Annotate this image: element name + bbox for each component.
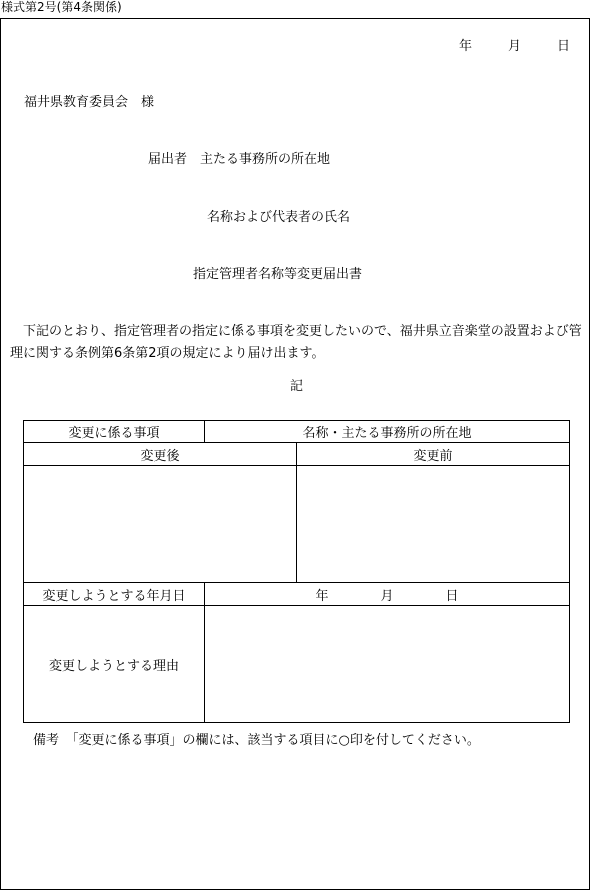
- before-change-field[interactable]: [297, 466, 570, 583]
- date-month: 月: [507, 39, 521, 54]
- change-date-year: 年: [315, 588, 329, 604]
- change-date-label: 変更しようとする年月日: [24, 583, 205, 606]
- change-date-month: 月: [380, 588, 394, 604]
- change-reason-field[interactable]: [205, 606, 570, 723]
- after-change-label: 変更後: [24, 443, 297, 466]
- date-day: 日: [556, 39, 570, 54]
- notifier-address-label: 届出者 主たる事務所の所在地: [148, 152, 331, 167]
- change-item-value[interactable]: 名称・主たる事務所の所在地: [205, 421, 570, 443]
- after-change-field[interactable]: [24, 466, 297, 583]
- form-number-label: 様式第2号(第4条関係): [1, 0, 122, 14]
- change-reason-label: 変更しようとする理由: [24, 606, 205, 723]
- before-change-label: 変更前: [297, 443, 570, 466]
- change-date-field[interactable]: [205, 583, 570, 606]
- remarks-note: 備考 「変更に係る事項」の欄には、該当する項目に○印を付してください。: [33, 733, 480, 748]
- representative-name-label: 名称および代表者の氏名: [207, 210, 351, 225]
- ki-heading: 記: [290, 379, 304, 394]
- date-year: 年: [458, 39, 472, 54]
- change-item-label: 変更に係る事項: [24, 421, 205, 443]
- date-line: [459, 40, 570, 53]
- body-text: 下記のとおり、指定管理者の指定に係る事項を変更したいので、福井県立音楽堂の設置および管理に関する条例第6条第2項の規定により届け出ます。: [10, 324, 582, 361]
- change-date-day: 日: [445, 588, 459, 604]
- addressee: 福井県教育委員会 様: [24, 95, 155, 110]
- document-title: 指定管理者名称等変更届出書: [193, 267, 363, 282]
- change-table: [23, 420, 570, 723]
